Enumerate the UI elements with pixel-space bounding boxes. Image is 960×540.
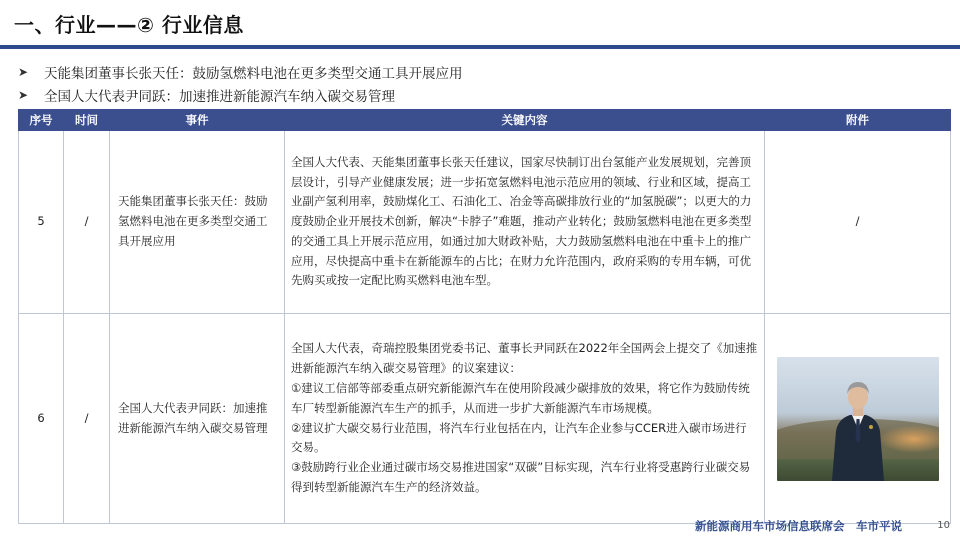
cell-attachment bbox=[765, 314, 951, 524]
footer-org: 新能源商用车市场信息联席会 车市平说 bbox=[695, 519, 902, 533]
cell-no: 6 bbox=[19, 314, 64, 524]
person-figure bbox=[828, 369, 888, 481]
bullet-text: 天能集团董事长张天任：鼓励氢燃料电池在更多类型交通工具开展应用 bbox=[44, 65, 463, 82]
content-paragraph: 全国人大代表、天能集团董事长张天任建议，国家尽快制订出台氢能产业发展规划，完善顶层设计，引导产业健康发展；进一步拓宽氢燃料电池示范应用的领域、行业和区域，提高工业副产氢利用率，鼓励煤化工、石油化工、冶金等高碳排放行业的“加氢脱碳”；以更大的力度鼓励企业开展技术创新，解决“卡脖子”难题，推动产业转化；鼓励氢燃料电池在更多类型的交通工具上开展示范应用，如通过加大财政补贴，大力鼓励氢燃料电池在中重卡上的推广应用，尽快提高中重卡在新能源车的占比；在财力允许范围内，政府采购的专用车辆，可优先购买或按一定配比购买燃料电池车型。 bbox=[291, 154, 752, 288]
cell-event: 全国人大代表尹同跃：加速推进新能源汽车纳入碳交易管理 bbox=[110, 314, 285, 524]
bullet-item bbox=[18, 60, 463, 83]
header-no: 序号 bbox=[19, 110, 64, 131]
cell-time: / bbox=[64, 314, 110, 524]
cell-no: 5 bbox=[19, 131, 64, 314]
portrait-photo bbox=[777, 357, 939, 481]
title-divider bbox=[0, 45, 960, 49]
header-time: 时间 bbox=[64, 110, 110, 131]
cell-time: / bbox=[64, 131, 110, 314]
header-event: 事件 bbox=[110, 110, 285, 131]
bullet-list bbox=[18, 60, 463, 106]
arrow-bullet-icon: ➤ bbox=[18, 64, 29, 79]
table-row bbox=[19, 314, 951, 524]
table-header-row bbox=[19, 110, 951, 131]
page-number: 10 bbox=[937, 520, 950, 531]
content-paragraph: ①建议工信部等部委重点研究新能源汽车在使用阶段减少碳排放的效果，将它作为鼓励传统车厂转型新能源汽车生产的抓手，从而进一步扩大新能源汽车市场规模。 bbox=[291, 380, 750, 415]
cell-content bbox=[285, 131, 765, 314]
arrow-bullet-icon: ➤ bbox=[18, 87, 29, 102]
info-table bbox=[18, 109, 951, 524]
header-attachment: 附件 bbox=[765, 110, 951, 131]
cell-event: 天能集团董事长张天任：鼓励氢燃料电池在更多类型交通工具开展应用 bbox=[110, 131, 285, 314]
bullet-item bbox=[18, 83, 463, 106]
page-title: 一、行业——② 行业信息 bbox=[14, 13, 244, 37]
content-paragraph: 全国人大代表，奇瑞控股集团党委书记、董事长尹同跃在2022年全国两会上提交了《加速推进新能源汽车纳入碳交易管理》的议案建议： bbox=[291, 341, 758, 376]
photo-sunset-glow bbox=[879, 425, 939, 453]
bullet-text: 全国人大代表尹同跃：加速推进新能源汽车纳入碳交易管理 bbox=[44, 88, 395, 105]
header-content: 关键内容 bbox=[285, 110, 765, 131]
table-row bbox=[19, 131, 951, 314]
cell-content bbox=[285, 314, 765, 524]
cell-attachment: / bbox=[765, 131, 951, 314]
content-paragraph: ③鼓励跨行业企业通过碳市场交易推进国家“双碳”目标实现，汽车行业将受惠跨行业碳交易得到转型新能源汽车生产的经济效益。 bbox=[291, 460, 751, 494]
content-paragraph: ②建议扩大碳交易行业范围，将汽车行业包括在内，让汽车企业参与CCER进入碳市场进行交易。 bbox=[291, 420, 747, 455]
